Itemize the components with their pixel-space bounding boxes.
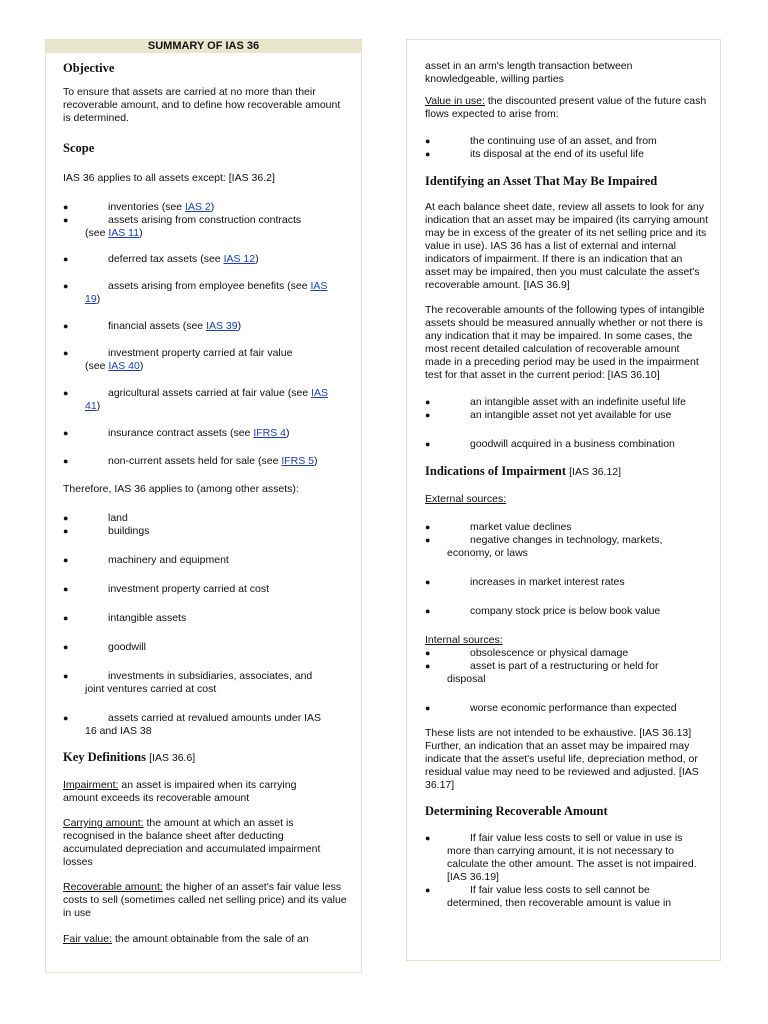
list-item: ● agricultural assets carried at fair value (see IAS 41) xyxy=(63,387,329,412)
list-item: ● company stock price is below book value xyxy=(425,605,661,617)
list-item: ● buildings xyxy=(63,525,150,537)
list-item: ● worse economic performance than expected xyxy=(425,702,677,714)
internal-sources-label: Internal sources: xyxy=(425,634,503,646)
list-item: ● its disposal at the end of its useful life xyxy=(425,148,644,160)
list-item: ● machinery and equipment xyxy=(63,554,229,566)
def-impairment: Impairment: an asset is impaired when its carrying amount exceeds its recoverable amount xyxy=(63,779,297,804)
ias-40-link[interactable]: IAS 40 xyxy=(108,360,140,372)
list-item: ● investment property carried at cost xyxy=(63,583,270,595)
list-item: ● intangible assets xyxy=(63,612,187,624)
indications-heading: Indications of Impairment [IAS 36.12] xyxy=(425,464,622,478)
list-item: ● investment property carried at fair value (see IAS 40) xyxy=(63,347,293,372)
list-item: ● goodwill xyxy=(63,641,146,653)
list-item: ● obsolescence or physical damage xyxy=(425,647,629,659)
value-in-use-list xyxy=(425,135,720,161)
external-sources-label: External sources: xyxy=(425,493,507,505)
def-fair-value: Fair value: the amount obtainable from the sale of an xyxy=(63,933,309,945)
document-title: SUMMARY OF IAS 36 xyxy=(46,40,361,53)
ias-41-link-cont[interactable]: 41 xyxy=(85,400,97,412)
list-item: ● deferred tax assets (see IAS 12) xyxy=(63,253,259,265)
ias-2-link[interactable]: IAS 2 xyxy=(185,201,211,213)
exceptions-list xyxy=(63,201,361,468)
objective-text: To ensure that assets are carried at no more than their recoverable amount, and to define how recoverable amount is determined. xyxy=(63,86,341,124)
ias-19-link-cont[interactable]: 19 xyxy=(85,293,97,305)
list-item: ● insurance contract assets (see IFRS 4) xyxy=(63,427,290,439)
internal-sources-list xyxy=(425,647,720,715)
list-item: ● land xyxy=(63,512,128,524)
ias-19-link[interactable]: IAS xyxy=(310,280,328,292)
ias-11-link[interactable]: IAS 11 xyxy=(108,227,140,239)
list-item: ● non-current assets held for sale (see IFRS 5) xyxy=(63,455,318,467)
objective-heading: Objective xyxy=(63,61,115,75)
list-item: ● If fair value less costs to sell cannot be determined, then recoverable amount is value in xyxy=(425,884,672,909)
identifying-heading: Identifying an Asset That May Be Impaired xyxy=(425,174,658,188)
ias-41-link[interactable]: IAS xyxy=(311,387,329,399)
list-item: ● increases in market interest rates xyxy=(425,576,625,588)
list-item: ● assets arising from employee benefits (see IAS 19) xyxy=(63,280,328,305)
list-item: ● an intangible asset with an indefinite useful life xyxy=(425,396,686,408)
list-item: ● If fair value less costs to sell or value in use is more than carrying amount, it is not necessary to calculate the other amount. The asset is not impaired. [IAS 36.19] xyxy=(425,832,697,883)
ifrs-4-link[interactable]: IFRS 4 xyxy=(253,427,287,439)
determining-list xyxy=(425,832,700,910)
determining-heading: Determining Recoverable Amount xyxy=(425,804,608,818)
def-carrying-amount: Carrying amount: the amount at which an asset is recognised in the balance sheet after deducting accumulated depreciation and accumulated impairment losses xyxy=(63,817,321,868)
ias-39-link[interactable]: IAS 39 xyxy=(206,320,238,332)
list-item: ● goodwill acquired in a business combination xyxy=(425,438,675,450)
list-item: ● the continuing use of an asset, and from xyxy=(425,135,657,147)
external-sources-list xyxy=(425,521,720,618)
right-column xyxy=(406,39,721,961)
def-value-in-use: Value in use: the discounted present value of the future cash flows expected to arise from: xyxy=(425,95,707,120)
scope-intro: IAS 36 applies to all assets except: [IAS 36.2] xyxy=(63,172,275,184)
list-item: ● an intangible asset not yet available for use xyxy=(425,409,672,421)
list-item: ● financial assets (see IAS 39) xyxy=(63,320,242,332)
intangibles-list xyxy=(425,396,720,451)
list-item: ● negative changes in technology, markets, economy, or laws xyxy=(425,534,663,559)
applies-list xyxy=(63,512,361,738)
identifying-paragraph-2: The recoverable amounts of the following types of intangible assets should be measured annually whether or not there is any indication that it may be impaired. In some cases, the most recent detailed calculation of recoverable amount made in a preceding period may be used in the impairment test for that asset in the current period: [IAS 36.10] xyxy=(425,304,705,381)
ifrs-5-link[interactable]: IFRS 5 xyxy=(281,455,315,467)
lists-note: These lists are not intended to be exhaustive. [IAS 36.13] Further, an indication that an asset may be impaired may indicate that the asset's useful life, depreciation method, or residual value may need to be reviewed and adjusted. [IAS 36.17] xyxy=(425,727,699,791)
list-item: ● assets carried at revalued amounts under IAS 16 and IAS 38 xyxy=(63,712,322,737)
def-recoverable-amount: Recoverable amount: the higher of an asset's fair value less costs to sell (sometimes called net selling price) and its value in use xyxy=(63,881,347,919)
left-column xyxy=(45,39,362,973)
identifying-paragraph-1: At each balance sheet date, review all assets to look for any indication that an asset may be impaired (its carrying amount may be in excess of the greater of its net selling price and its value in use). IAS 36 has a list of external and internal indicators of impairment. If there is an indication that an asset may be impaired, then you must calculate the asset's recoverable amount. [IAS 36.9] xyxy=(425,201,709,291)
list-item: ● investments in subsidiaries, associates, and joint ventures carried at cost xyxy=(63,670,313,695)
list-item: ● asset is part of a restructuring or held for disposal xyxy=(425,660,659,685)
list-item: ● market value declines xyxy=(425,521,572,533)
ias-12-link[interactable]: IAS 12 xyxy=(223,253,256,265)
key-definitions-heading: Key Definitions [IAS 36.6] xyxy=(63,750,196,764)
therefore-text: Therefore, IAS 36 applies to (among other assets): xyxy=(63,483,299,495)
list-item: ● inventories (see IAS 2) xyxy=(63,201,215,213)
scope-heading: Scope xyxy=(63,141,95,155)
fair-value-continued: asset in an arm's length transaction between knowledgeable, willing parties xyxy=(425,60,633,85)
list-item: ● assets arising from construction contracts (see IAS 11) xyxy=(63,214,302,239)
